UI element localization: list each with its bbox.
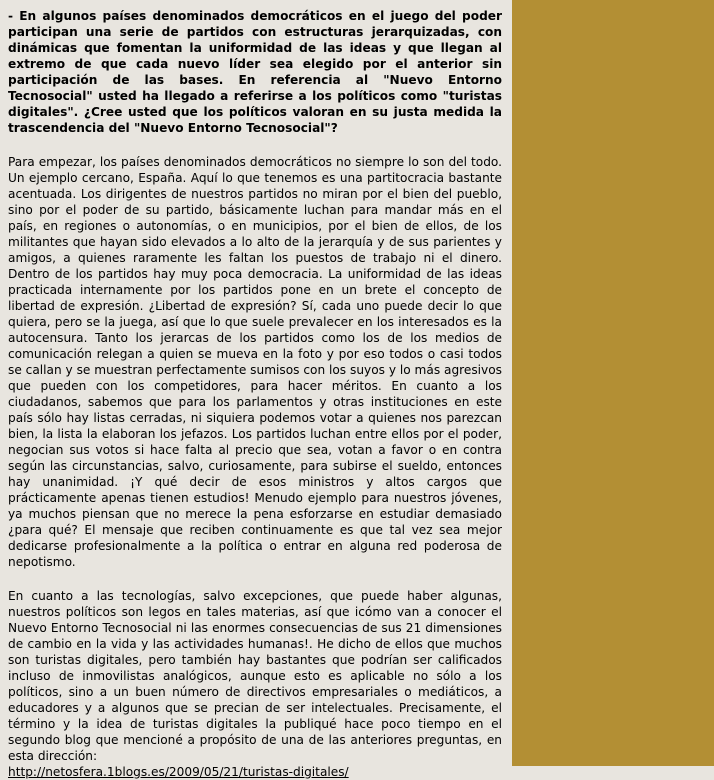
interview-question: - En algunos países denominados democráticos en el juego del poder participan una serie de partidos con estructuras jerarquizadas, con dinámicas que fomentan la uniformidad de las ideas y que llegan al extremo de que cada nuevo líder sea elegido por el anterior sin participación de las bases. En referencia al "Nuevo Entorno Tecnosocial" usted ha llegado a referirse a los políticos como "turistas digitales". ¿Cree usted que los políticos valoran en su justa medida la trascendencia del "Nuevo Entorno Tecnosocial"? [8,9,502,135]
blog-link[interactable]: http://netosfera.1blogs.es/2009/05/21/turistas-digitales/ [8,765,349,779]
answer-paragraph-1: Para empezar, los países denominados democráticos no siempre lo son del todo. Un ejemplo cercano, España. Aquí lo que tenemos es una partitocracia bastante acentuada. Los dirigentes de nuestros partidos no miran por el bien del pueblo, sino por el poder de su partido, básicamente luchan para mandar más en el país, en regiones o autonomías, o en municipios, por el bien de ellos, de los militantes que hayan sido elevados a lo alto de la jerarquía y de sus parientes y amigos, a quienes raramente les faltan los puestos de trabajo ni el dinero. Dentro de los partidos hay muy poca democracia. La uniformidad de las ideas practicada internamente por los partidos pone en un brete el concepto de libertad de expresión. ¿Libertad de expresión? Sí, cada uno puede decir lo que quiera, pero se la juega, así que lo que suele prevalecer en los interesados es la autocensura. Tanto los jerarcas de los partidos como los de los medios de comunicación relegan a quien se mueva en la foto y por eso todos o casi todos se callan y se muestran perfectamente sumisos con los suyos y lo más agresivos que pueden con los competidores, para hacer méritos. En cuanto a los ciudadanos, sabemos que para los parlamentos y otras instituciones en este país sólo hay listas cerradas, ni siquiera podemos votar a quienes nos parezcan bien, la lista la elaboran los jefazos. Los partidos luchan entre ellos por el poder, negocian sus votos si hace falta al precio que sea, votan a favor o en contra según las circunstancias, salvo, curiosamente, para subirse el sueldo, entonces hay unanimidad. ¡Y qué decir de esos ministros y altos cargos que prácticamente apenas tienen estudios! Menudo ejemplo para nuestros jóvenes, ya muchos piensan que no merece la pena esforzarse en estudiar demasiado ¿para qué? El mensaje que reciben continuamente es que tal vez sea mejor dedicarse profesionalmente a la política o entrar en alguna red poderosa de nepotismo. [8,155,502,569]
answer-paragraph-2-text: En cuanto a las tecnologías, salvo excepciones, que puede haber algunas, nuestros políticos son legos en tales materias, así que icómo van a conocer el Nuevo Entorno Tecnosocial ni las enormes consecuencias de sus 21 dimensiones de cambio en la vida y las actividades humanas!. He dicho de ellos que muchos son turistas digitales, pero también hay bastantes que podrían ser calificados incluso de inmovilistas analógicos, aunque esto es aplicable no sólo a los políticos, sino a un buen número de directivos empresariales o mediáticos, a educadores y a algunos que se precian de ser intelectuales. Precisamente, el término y la idea de turistas digitales la publiqué hace poco tiempo en el segundo blog que mencioné a propósito de una de las anteriores preguntas, en esta dirección: [8,589,502,763]
sidebar-panel [512,0,714,766]
answer-paragraph-2 [0,570,512,780]
